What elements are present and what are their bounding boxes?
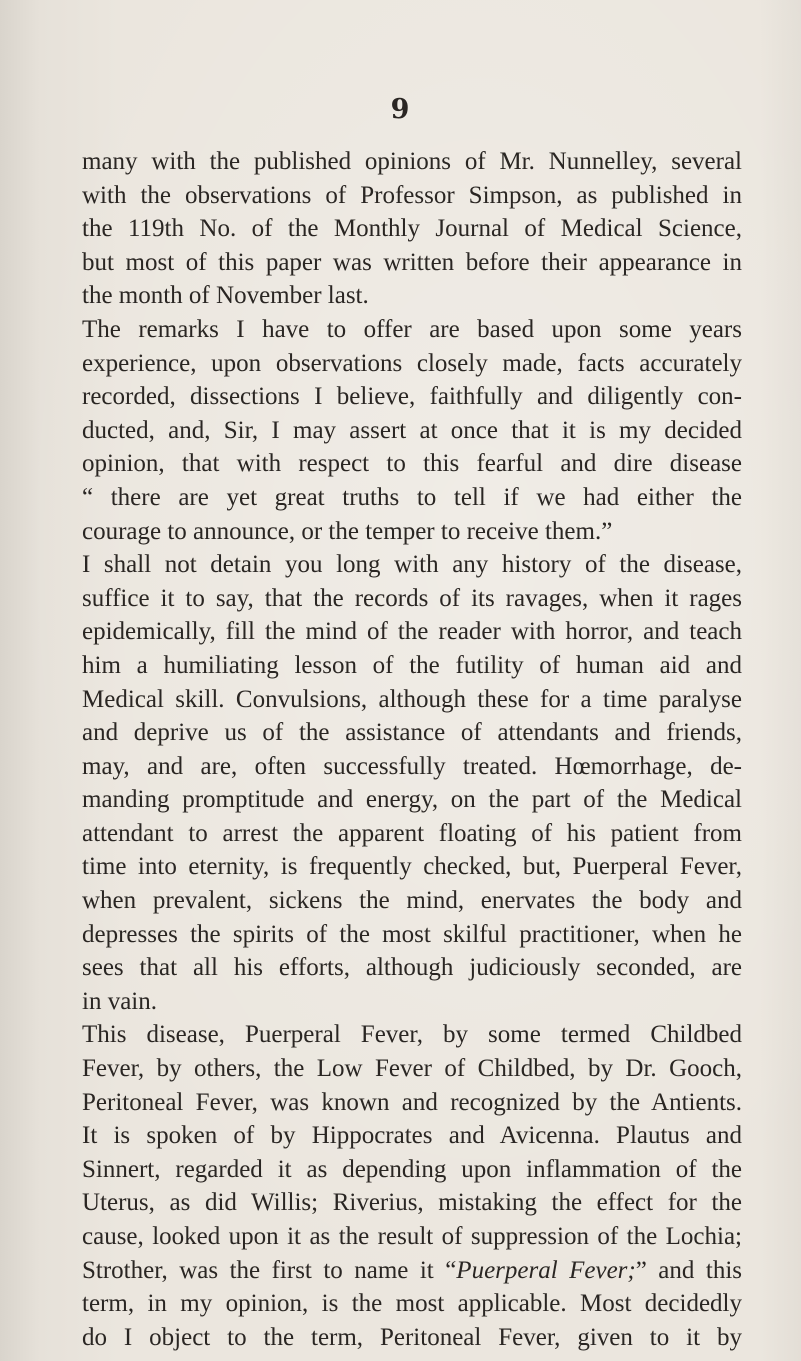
page-number: 9	[390, 94, 411, 125]
text-line: term, in my opinion, is the most applicable. Most decidedly	[82, 1290, 742, 1318]
text-line: Fever, by others, the Low Fever of Childbed, by Dr. Gooch,	[82, 1055, 742, 1083]
text-line: and deprive us of the assistance of attendants and friends,	[82, 719, 742, 747]
text-line: do I object to the term, Peritoneal Fever, given to it by	[82, 1323, 742, 1351]
text-line: Peritoneal Fever, was known and recognized by the Antients.	[82, 1088, 742, 1116]
text-line: the month of November last.	[82, 282, 369, 310]
text-line: may, and are, often successfully treated. Hœmorrhage, de-	[82, 752, 742, 780]
text-line: opinion, that with respect to this fearful and dire disease	[82, 450, 742, 478]
text-line: This disease, Puerperal Fever, by some termed Childbed	[82, 1021, 742, 1049]
text-line: Uterus, as did Willis; Riverius, mistaking the effect for the	[82, 1189, 742, 1217]
text-line: manding promptitude and energy, on the part of the Medical	[82, 786, 742, 814]
text-line: I shall not detain you long with any history of the disease,	[82, 551, 742, 579]
text-segment: Strother, was the first to name it “	[82, 1256, 457, 1284]
text-line: when prevalent, sickens the mind, enervates the body and	[82, 887, 742, 915]
text-line: many with the published opinions of Mr. Nunnelley, several	[82, 148, 742, 175]
text-line: with the observations of Professor Simpson, as published in	[82, 181, 742, 209]
body-text	[82, 145, 742, 1354]
text-line: sees that all his efforts, although judiciously seconded, are	[82, 954, 742, 982]
text-line: cause, looked upon it as the result of suppression of the Lochia;	[82, 1223, 742, 1250]
text-line: suffice it to say, that the records of its ravages, when it rages	[82, 584, 742, 612]
text-line	[82, 1254, 742, 1288]
text-line: attendant to arrest the apparent floating of his patient from	[82, 819, 742, 847]
text-line: time into eternity, is frequently checked, but, Puerperal Fever,	[82, 853, 742, 881]
text-line: ducted, and, Sir, I may assert at once that it is my decided	[82, 416, 742, 444]
text-line: in vain.	[82, 987, 157, 1015]
text-line: epidemically, fill the mind of the reader with horror, and teach	[82, 618, 742, 646]
text-line: recorded, dissections I believe, faithfully and diligently con-	[82, 383, 742, 411]
text-line: Medical skill. Convulsions, although these for a time paralyse	[82, 685, 742, 713]
text-line: him a humiliating lesson of the futility of human aid and	[82, 651, 742, 679]
text-segment: ” and this	[635, 1256, 742, 1284]
text-line: courage to announce, or the temper to receive them.”	[82, 517, 613, 545]
text-line: “ there are yet great truths to tell if we had either the	[82, 483, 742, 511]
text-line: depresses the spirits of the most skilful practitioner, when he	[82, 920, 742, 948]
text-line: but most of this paper was written before their appearance in	[82, 248, 742, 276]
text-line: It is spoken of by Hippocrates and Avicenna. Plautus and	[82, 1122, 742, 1150]
text-line: the 119th No. of the Monthly Journal of Medical Science,	[82, 215, 742, 243]
text-line: experience, upon observations closely made, facts accurately	[82, 349, 742, 377]
text-line: The remarks I have to offer are based upon some years	[82, 315, 742, 343]
text-line: Sinnert, regarded it as depending upon inflammation of the	[82, 1155, 742, 1183]
italic-term: Puerperal Fever;	[456, 1256, 636, 1284]
